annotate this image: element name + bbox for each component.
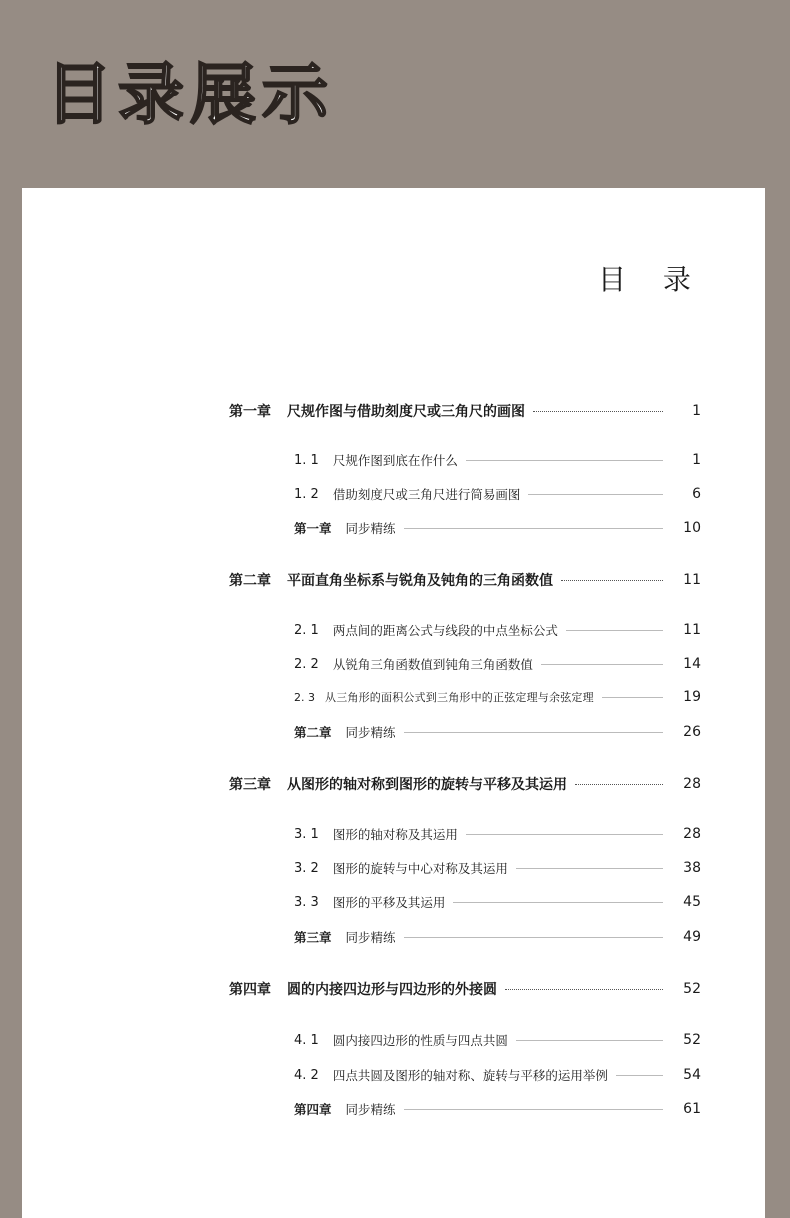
toc-leader-line [404, 937, 663, 938]
toc-page-number: 1 [692, 452, 701, 468]
toc-page-number: 52 [683, 1032, 701, 1048]
toc-page-number: 28 [683, 776, 701, 792]
toc-section-row[interactable] [294, 655, 701, 673]
toc-heading: 目 录 [598, 263, 705, 296]
toc-entry-title: 从锐角三角函数值到钝角三角函数值 [332, 657, 533, 672]
toc-page-number: 52 [683, 981, 701, 997]
toc-entry-number: 3. 1 [294, 826, 319, 842]
toc-entry-title: 尺规作图到底在作什么 [332, 453, 458, 468]
toc-leader-line [602, 697, 663, 698]
toc-leader-line [404, 528, 663, 529]
toc-entry-title: 四点共圆及图形的轴对称、旋转与平移的运用举例 [332, 1068, 608, 1083]
toc-page-number: 1 [692, 403, 701, 419]
toc-section-row[interactable] [294, 485, 701, 503]
toc-page-number: 38 [683, 860, 701, 876]
toc-leader-line [404, 732, 663, 733]
toc-exercise-row[interactable] [294, 928, 701, 946]
toc-page-number: 6 [692, 486, 701, 502]
toc-entry-title: 同步精练 [345, 1102, 396, 1117]
toc-entry-title: 同步精练 [345, 930, 396, 945]
toc-entry-number: 第二章 [229, 573, 271, 589]
toc-chapter-row[interactable] [229, 570, 701, 590]
toc-page-number: 49 [683, 929, 701, 945]
toc-leader-line [528, 494, 663, 495]
toc-section-row[interactable] [294, 689, 701, 705]
toc-leader-line [533, 411, 663, 412]
toc-exercise-row[interactable] [294, 1100, 701, 1118]
toc-exercise-row[interactable] [294, 723, 701, 741]
toc-entry-number: 第二章 [294, 725, 332, 740]
toc-section-row[interactable] [294, 1066, 701, 1084]
toc-entry-title: 平面直角坐标系与锐角及钝角的三角函数值 [287, 573, 553, 589]
toc-page-number: 11 [683, 572, 701, 588]
toc-exercise-row[interactable] [294, 519, 701, 537]
toc-entry-title: 圆内接四边形的性质与四点共圆 [332, 1033, 508, 1048]
toc-entry-number: 第三章 [294, 930, 332, 945]
toc-page-number: 54 [683, 1067, 701, 1083]
toc-section-row[interactable] [294, 825, 701, 843]
toc-page-number: 19 [683, 689, 701, 705]
toc-entry-title: 从图形的轴对称到图形的旋转与平移及其运用 [287, 777, 567, 793]
toc-section-row[interactable] [294, 893, 701, 911]
banner-title: 目录展示 [46, 56, 334, 133]
toc-leader-line [404, 1109, 663, 1110]
toc-entry-number: 3. 3 [294, 894, 319, 910]
toc-leader-line [466, 460, 663, 461]
toc-entry-number: 第四章 [229, 982, 271, 998]
toc-section-row[interactable] [294, 859, 701, 877]
toc-entry-title: 同步精练 [345, 725, 396, 740]
toc-entry-title: 从三角形的面积公式到三角形中的正弦定理与余弦定理 [325, 691, 594, 704]
toc-entry-number: 2. 2 [294, 656, 319, 672]
toc-leader-line [541, 664, 663, 665]
toc-entry-number: 3. 2 [294, 860, 319, 876]
toc-leader-line [516, 1040, 663, 1041]
toc-chapter-row[interactable] [229, 979, 701, 999]
toc-entry-number: 1. 2 [294, 486, 319, 502]
toc-entry-title: 借助刻度尺或三角尺进行简易画图 [332, 487, 521, 502]
toc-page-number: 45 [683, 894, 701, 910]
toc-entry-number: 第一章 [229, 404, 271, 420]
toc-page-number: 28 [683, 826, 701, 842]
toc-section-row[interactable] [294, 621, 701, 639]
toc-entry-title: 两点间的距离公式与线段的中点坐标公式 [332, 623, 558, 638]
toc-chapter-row[interactable] [229, 774, 701, 794]
toc-entry-number: 2. 3 [294, 690, 315, 704]
toc-entry-number: 1. 1 [294, 452, 319, 468]
toc-entry-title: 圆的内接四边形与四边形的外接圆 [287, 982, 497, 998]
toc-entry-title: 图形的轴对称及其运用 [332, 827, 458, 842]
toc-page-number: 14 [683, 656, 701, 672]
toc-leader-line [505, 989, 663, 990]
toc-chapter-row[interactable] [229, 401, 701, 421]
toc-leader-line [453, 902, 663, 903]
toc-entry-title: 尺规作图与借助刻度尺或三角尺的画图 [287, 404, 525, 420]
toc-entry-title: 图形的平移及其运用 [332, 895, 446, 910]
toc-entry-number: 第一章 [294, 521, 332, 536]
toc-entry-title: 同步精练 [345, 521, 396, 536]
toc-leader-line [616, 1075, 663, 1076]
toc-leader-line [566, 630, 663, 631]
toc-entry-title: 图形的旋转与中心对称及其运用 [332, 861, 508, 876]
toc-leader-line [516, 868, 663, 869]
toc-section-row[interactable] [294, 1031, 701, 1049]
toc-page-number: 11 [683, 622, 701, 638]
toc-entry-number: 第四章 [294, 1102, 332, 1117]
toc-leader-line [561, 580, 663, 581]
toc-section-row[interactable] [294, 451, 701, 469]
toc-leader-line [575, 784, 663, 785]
toc-entry-number: 2. 1 [294, 622, 319, 638]
toc-leader-line [466, 834, 663, 835]
toc-entry-number: 4. 2 [294, 1067, 319, 1083]
toc-entry-number: 4. 1 [294, 1032, 319, 1048]
toc-page-number: 26 [683, 724, 701, 740]
toc-entry-number: 第三章 [229, 777, 271, 793]
toc-page-number: 61 [683, 1101, 701, 1117]
toc-page-number: 10 [683, 520, 701, 536]
